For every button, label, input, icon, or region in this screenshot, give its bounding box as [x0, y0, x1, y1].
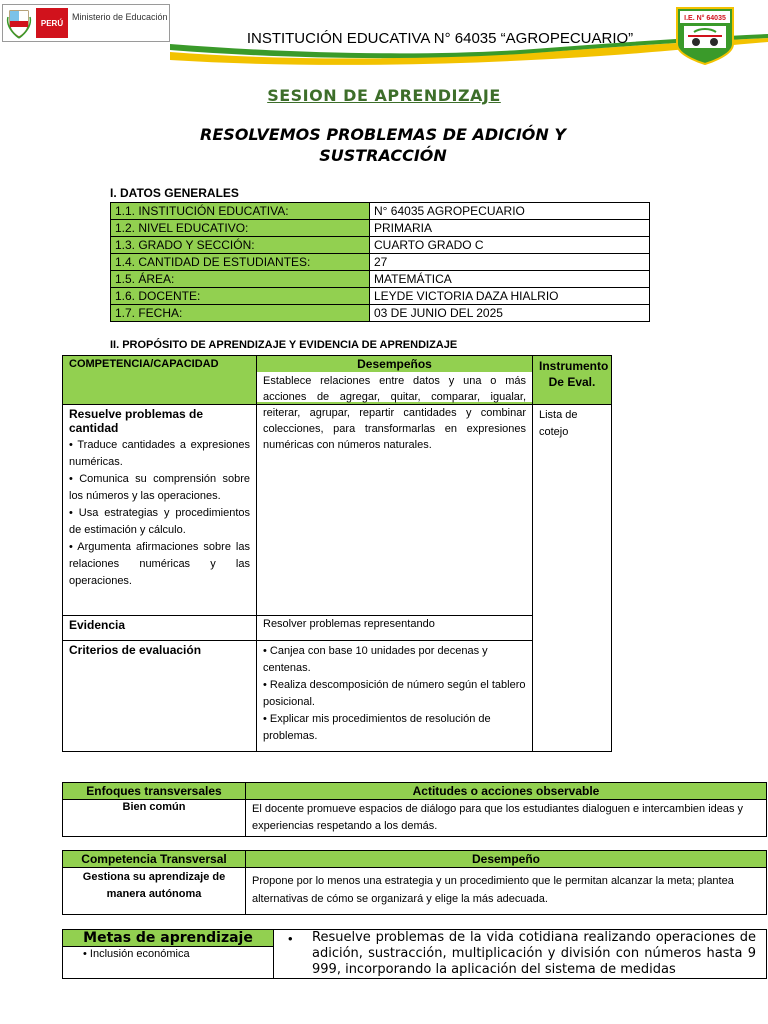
peru-label: PERÚ: [36, 8, 68, 38]
meta-cell: [274, 930, 767, 979]
criterio-item: • Canjea con base 10 unidades por decenas y centenas.: [263, 645, 488, 674]
general-data-row: [111, 203, 650, 220]
col-desempenos: Desempeños: [257, 356, 532, 372]
ministry-label: Ministerio de Educación: [72, 12, 168, 22]
instrumento-text: Lista de cotejo: [539, 409, 578, 438]
general-data-table: [110, 202, 650, 322]
general-data-label: 1.2. NIVEL EDUCATIVO:: [111, 220, 370, 237]
meta-text: Resuelve problemas de la vida cotidiana realizando operaciones de adición, sustracción, multiplicación y división con números hasta 9 999, incorporando la aplicación del sistema de medidas: [312, 930, 756, 977]
general-data-row: [111, 288, 650, 305]
general-data-value: PRIMARIA: [370, 220, 650, 237]
meta-bullet-icon: •: [288, 931, 293, 946]
session-title: RESOLVEMOS PROBLEMAS DE ADICIÓN Y SUSTRACCIÓN: [200, 125, 566, 165]
capacidades-list: [69, 437, 250, 590]
ct-desempeno: Propone por lo menos una estrategia y un procedimiento que le permitan alcanzar la meta; plantea alternativas de cómo se organizará y elige la más adecuada.: [246, 868, 767, 915]
general-data-value: CUARTO GRADO C: [370, 237, 650, 254]
general-data-row: [111, 220, 650, 237]
general-data-label: 1.4. CANTIDAD DE ESTUDIANTES:: [111, 254, 370, 271]
general-data-label: 1.7. FECHA:: [111, 305, 370, 322]
capacidad-item: • Usa estrategias y procedimientos de estimación y cálculo.: [69, 507, 250, 536]
purpose-title: II. PROPÓSITO DE APRENDIZAJE Y EVIDENCIA DE APRENDIZAJE: [110, 339, 458, 351]
enfoques-table: [62, 782, 767, 837]
general-data-value: N° 64035 AGROPECUARIO: [370, 203, 650, 220]
criterios-label: Criterios de evaluación: [63, 641, 257, 752]
criterio-item: • Explicar mis procedimientos de resolución de problemas.: [263, 713, 491, 742]
school-logo-icon: [674, 6, 736, 66]
enfoque-value: Bien común: [63, 800, 246, 837]
metas-title: Metas de aprendizaje: [63, 930, 273, 947]
evidencia-text: Resolver problemas representando: [257, 616, 533, 641]
general-data-value: 27: [370, 254, 650, 271]
metas-item: • Inclusión económica: [83, 948, 190, 960]
general-data-label: 1.6. DOCENTE:: [111, 288, 370, 305]
general-data-label: 1.1. INSTITUCIÓN EDUCATIVA:: [111, 203, 370, 220]
general-data-row: [111, 271, 650, 288]
general-data-row: [111, 237, 650, 254]
general-data-value: LEYDE VICTORIA DAZA HIALRIO: [370, 288, 650, 305]
competencia-transversal-table: [62, 850, 767, 915]
capacidad-item: • Traduce cantidades a expresiones numéricas.: [69, 439, 250, 468]
competencia-cell: [63, 405, 257, 616]
actitudes-header: Actitudes o acciones observable: [246, 783, 767, 800]
logo-text: I.E. N° 64035: [684, 15, 726, 22]
desempeno-text: Establece relaciones entre datos y una o más acciones de agregar, quitar, comparar, igualar, reiterar, agrupar, repartir cantidades y combinar colecciones, para transformarlas en expresiones numéricas con números naturales.: [263, 375, 526, 451]
col-competencia: COMPETENCIA/CAPACIDAD: [63, 356, 257, 405]
peru-shield-icon: [6, 7, 32, 39]
evidencia-label: Evidencia: [63, 616, 257, 641]
col-instrumento: Instrumento De Eval.: [533, 356, 612, 405]
capacidad-item: • Comunica su comprensión sobre los números y las operaciones.: [69, 473, 250, 502]
general-data-row: [111, 254, 650, 271]
ct-competencia: Gestiona su aprendizaje de manera autónoma: [63, 868, 246, 915]
competencia-label: Resuelve problemas de cantidad: [69, 407, 204, 435]
general-data-value: 03 DE JUNIO DEL 2025: [370, 305, 650, 322]
criterio-item: • Realiza descomposición de número según el tablero posicional.: [263, 679, 526, 708]
accion-value: El docente promueve espacios de diálogo para que los estudiantes dialoguen e intercambien ideas y experiencias respetando a los demás.: [246, 800, 767, 837]
criterios-list: [257, 641, 533, 752]
instrumento-cell: [533, 405, 612, 752]
metas-table: [62, 929, 767, 979]
competence-table: [62, 355, 612, 752]
document-title: SESION DE APRENDIZAJE: [267, 86, 501, 105]
desempeno-cell: [257, 375, 533, 616]
general-data-title: I. DATOS GENERALES: [110, 186, 239, 200]
ct-header: Competencia Transversal: [63, 851, 246, 868]
general-data-row: [111, 305, 650, 322]
institution-title: INSTITUCIÓN EDUCATIVA N° 64035 “AGROPECUARIO”: [246, 30, 634, 47]
metas-left-cell: [63, 930, 274, 979]
ct-desempeno-header: Desempeño: [246, 851, 767, 868]
capacidad-item: • Argumenta afirmaciones sobre las relaciones numéricas y las operaciones.: [69, 541, 250, 587]
general-data-label: 1.3. GRADO Y SECCIÓN:: [111, 237, 370, 254]
general-data-value: MATEMÁTICA: [370, 271, 650, 288]
enfoques-header: Enfoques transversales: [63, 783, 246, 800]
general-data-label: 1.5. ÁREA:: [111, 271, 370, 288]
